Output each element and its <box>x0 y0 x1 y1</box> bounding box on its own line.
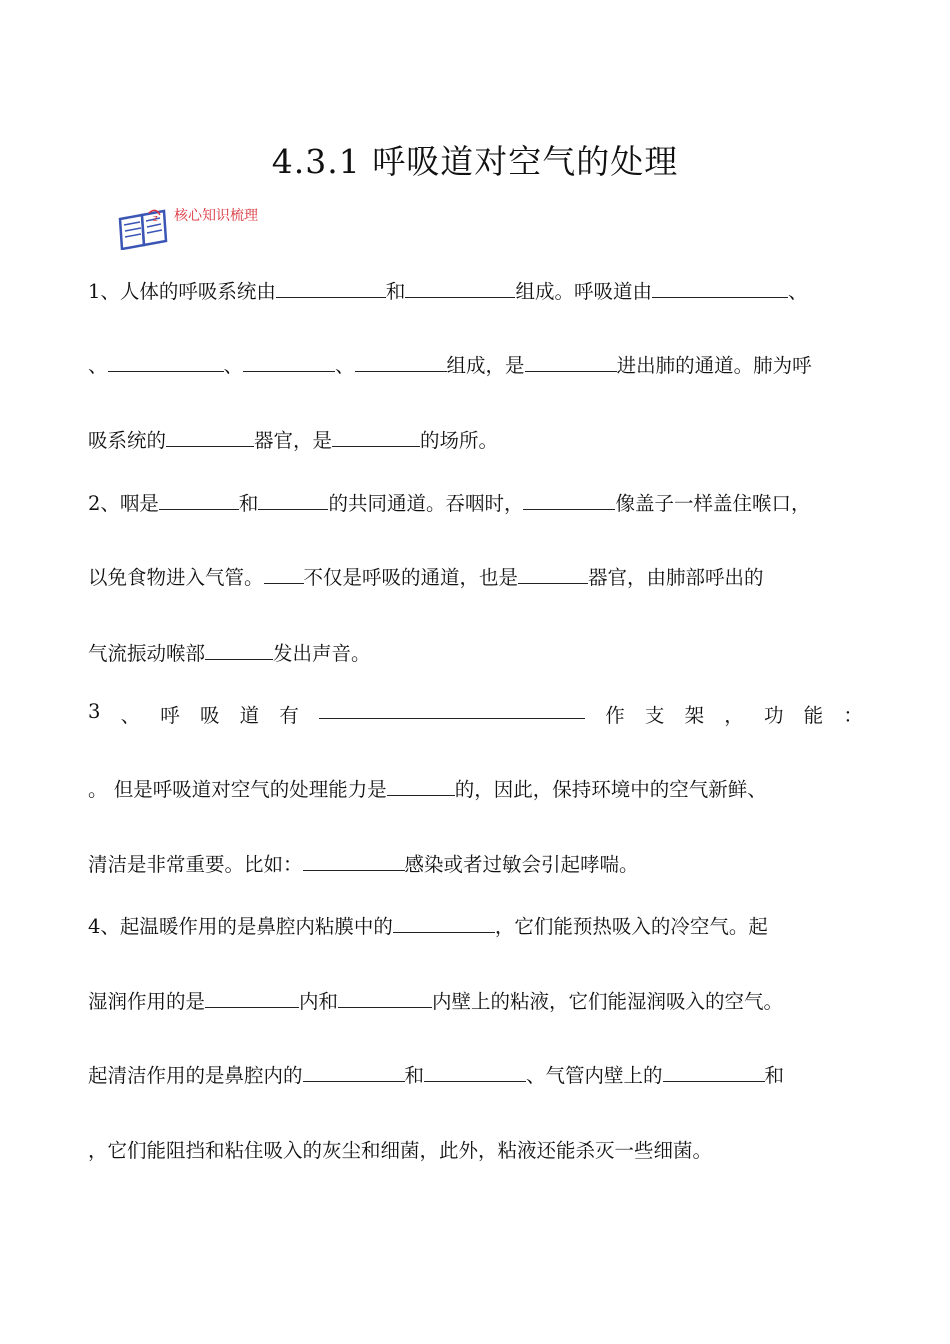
q3-char: 支 <box>644 704 665 727</box>
q4-line-2 <box>88 986 783 1014</box>
blank <box>243 353 335 372</box>
q1-text-i: 进出肺的通道。肺为呼 <box>616 354 812 377</box>
q3-char: 道 <box>239 704 260 727</box>
q4-text-c: 湿润作用的是 <box>88 990 206 1013</box>
page-title: 4.3.1 呼吸道对空气的处理 <box>271 142 679 181</box>
q3-char: ， <box>724 704 744 727</box>
q3-char: 呼 <box>160 704 180 727</box>
blank <box>264 565 304 584</box>
q1-text-b: 和 <box>385 280 406 303</box>
q1-text-e: 、 <box>88 354 108 377</box>
blank <box>405 279 515 298</box>
section-label: 核心知识梳理 <box>174 208 258 224</box>
q2-text-a: 2、咽是 <box>88 492 159 515</box>
q3-line-2 <box>88 774 767 802</box>
q1-line-1 <box>88 276 807 304</box>
q2-line-1 <box>88 488 810 516</box>
blank <box>518 565 588 584</box>
q4-text-j: ，它们能阻挡和粘住吸入的灰尘和细菌，此外，粘液还能杀灭一些细菌。 <box>88 1139 713 1162</box>
q3-char: 3 <box>88 700 101 723</box>
blank <box>355 353 447 372</box>
q4-line-4 <box>88 1135 712 1163</box>
blank <box>159 491 239 510</box>
q4-text-i: 和 <box>764 1064 785 1087</box>
blank <box>319 700 585 719</box>
blank <box>276 279 386 298</box>
blank <box>525 353 617 372</box>
blank <box>166 428 254 447</box>
q2-text-e: 以免食物进入气管。 <box>88 566 264 589</box>
q3-text-c: 清洁是非常重要。比如： <box>88 853 303 876</box>
q1-text-k: 器官，是 <box>254 429 333 452</box>
q2-line-3 <box>88 638 371 666</box>
blank <box>303 852 405 871</box>
q4-text-f: 起清洁作用的是鼻腔内的 <box>88 1064 303 1087</box>
q4-text-h: 、气管内壁上的 <box>526 1064 663 1087</box>
q2-text-b: 和 <box>238 492 259 515</box>
q3-char: 作 <box>605 704 625 727</box>
q2-text-i: 发出声音。 <box>273 642 371 665</box>
q1-text-a: 1、人体的呼吸系统由 <box>88 280 276 303</box>
q3-char: 、 <box>120 704 141 727</box>
q1-text-j: 吸系统的 <box>88 429 167 452</box>
open-book-icon <box>116 205 172 250</box>
q3-text-b: 的，因此，保持环境中的空气新鲜、 <box>454 778 767 801</box>
blank <box>393 914 495 933</box>
q1-text-c: 组成。呼吸道由 <box>515 280 652 303</box>
q3-char: 能 <box>803 704 824 727</box>
q1-text-g: 、 <box>335 354 355 377</box>
blank <box>108 353 224 372</box>
blank <box>424 1063 526 1082</box>
q3-line-3 <box>88 849 639 877</box>
q2-text-f: 不仅是呼吸的通道，也是 <box>303 566 519 589</box>
q1-line-2 <box>88 350 812 378</box>
blank <box>652 279 788 298</box>
q3-char: 吸 <box>199 704 220 727</box>
q1-line-3 <box>88 425 498 453</box>
q3-char: 功 <box>763 704 784 727</box>
q1-text-l: 的场所。 <box>420 429 499 452</box>
section-badge <box>116 205 286 250</box>
q2-text-h: 气流振动喉部 <box>88 642 206 665</box>
q3-text-d: 感染或者过敏会引起哮喘。 <box>404 853 639 876</box>
q3-text-a: 。 但是呼吸道对空气的处理能力是 <box>88 778 387 801</box>
blank <box>258 491 328 510</box>
blank <box>205 989 299 1008</box>
blank <box>332 428 420 447</box>
q4-text-a: 4、起温暖作用的是鼻腔内粘膜中的 <box>88 915 393 938</box>
q3-char: 有 <box>279 704 299 727</box>
blank <box>303 1063 405 1082</box>
q1-text-d: 、 <box>787 280 808 303</box>
q1-text-f: 、 <box>223 354 244 377</box>
q4-text-e: 内壁上的粘液，它们能湿润吸入的空气。 <box>432 990 784 1013</box>
q3-line-1 <box>88 700 863 728</box>
svg-text:z: z <box>153 214 158 224</box>
q2-text-g: 器官，由肺部呼出的 <box>588 566 764 589</box>
q2-text-d: 像盖子一样盖住喉口， <box>615 492 811 515</box>
q3-char: 架 <box>684 704 705 727</box>
q4-text-g: 和 <box>404 1064 425 1087</box>
q3-char: ： <box>843 704 863 727</box>
blank <box>663 1063 765 1082</box>
q4-text-d: 内和 <box>299 990 339 1013</box>
q2-text-c: 的共同通道。吞咽时， <box>328 492 524 515</box>
q4-line-1 <box>88 911 768 939</box>
q2-line-2 <box>88 562 764 590</box>
blank <box>387 777 455 796</box>
blank <box>338 989 432 1008</box>
q1-text-h: 组成，是 <box>446 354 525 377</box>
q4-text-b: ，它们能预热吸入的冷空气。起 <box>494 915 768 938</box>
q4-line-3 <box>88 1060 784 1088</box>
blank <box>523 491 615 510</box>
blank <box>205 641 273 660</box>
